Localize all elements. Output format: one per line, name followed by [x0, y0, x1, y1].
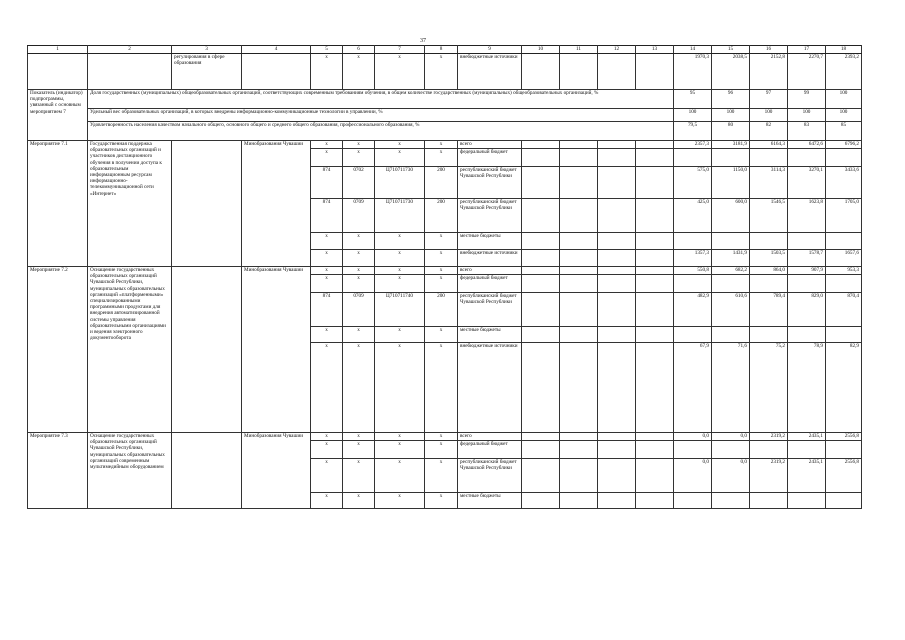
column-number-7: 7 — [375, 46, 425, 54]
code-expense-group-cell: x — [425, 327, 458, 343]
measure-executor-cell: Минобразования Чувашии — [242, 433, 311, 509]
column-number-13: 13 — [636, 46, 674, 54]
year-col-10-cell — [522, 199, 560, 233]
year-col-13-cell — [636, 327, 674, 343]
year-col-11-cell — [560, 141, 598, 149]
code-grbs-cell: x — [311, 54, 343, 90]
amount-v17-cell: 3270,1 — [788, 167, 826, 199]
code-expense-group-cell: x — [425, 233, 458, 250]
code-grbs-cell: x — [311, 441, 343, 459]
column-number-15: 15 — [712, 46, 750, 54]
indicator-v16-cell: 82 — [750, 122, 788, 141]
indicator-v15-cell: 80 — [712, 122, 750, 141]
funding-source-cell: всего — [458, 267, 522, 275]
code-expense-group-cell: x — [425, 141, 458, 149]
code-section-cell: x — [343, 493, 375, 509]
code-expense-group-cell: x — [425, 149, 458, 167]
year-col-12-cell — [598, 293, 636, 327]
year-col-13-cell — [636, 293, 674, 327]
code-grbs-cell: x — [311, 433, 343, 441]
indicator-v17-cell: 99 — [788, 90, 826, 109]
amount-v17-cell — [788, 233, 826, 250]
year-col-13-cell — [636, 275, 674, 293]
code-expense-group-cell: 200 — [425, 199, 458, 233]
year-col-11-cell — [560, 199, 598, 233]
amount-v18-cell: 2393,2 — [826, 54, 862, 90]
code-section-cell: x — [343, 441, 375, 459]
year-col-13-cell — [636, 54, 674, 90]
amount-v15-cell: 0,0 — [712, 459, 750, 493]
amount-v18-cell — [826, 441, 862, 459]
year-col-13-cell — [636, 250, 674, 267]
measure-label-cell: Мероприятие 7.2 — [28, 267, 88, 433]
year-col-11-cell — [560, 343, 598, 433]
column-number-10: 10 — [522, 46, 560, 54]
indicator-v17-cell: 100 — [788, 109, 826, 122]
funding-source-cell: внебюджетные источники — [458, 250, 522, 267]
amount-v14-cell — [674, 441, 712, 459]
measure-label-cell: Мероприятие 7.1 — [28, 141, 88, 267]
column-number-8: 8 — [425, 46, 458, 54]
measure-blank-cell — [172, 267, 242, 433]
amount-v15-cell: 2038,5 — [712, 54, 750, 90]
code-grbs-cell: x — [311, 327, 343, 343]
code-section-cell: x — [343, 54, 375, 90]
code-section-cell: x — [343, 267, 375, 275]
year-col-10-cell — [522, 54, 560, 90]
amount-v15-cell — [712, 327, 750, 343]
amount-v16-cell — [750, 493, 788, 509]
financing-table — [27, 45, 862, 509]
amount-v16-cell: 6164,3 — [750, 141, 788, 149]
amount-v16-cell: 789,4 — [750, 293, 788, 327]
amount-v16-cell: 75,2 — [750, 343, 788, 433]
year-col-13-cell — [636, 343, 674, 433]
column-number-17: 17 — [788, 46, 826, 54]
indicator-v18-cell: 85 — [826, 122, 862, 141]
program-label-cell — [28, 54, 88, 90]
column-number-2: 2 — [88, 46, 172, 54]
year-col-10-cell — [522, 433, 560, 441]
amount-v15-cell: 682,2 — [712, 267, 750, 275]
amount-v18-cell: 82,9 — [826, 343, 862, 433]
table-row — [28, 54, 862, 90]
indicator-v14-cell: 100 — [674, 109, 712, 122]
code-section-cell: x — [343, 459, 375, 493]
code-expense-group-cell: x — [425, 250, 458, 267]
code-expense-group-cell: 200 — [425, 167, 458, 199]
amount-v15-cell: 1431,9 — [712, 250, 750, 267]
year-col-11-cell — [560, 459, 598, 493]
code-grbs-cell: x — [311, 233, 343, 250]
year-col-13-cell — [636, 433, 674, 441]
year-col-11-cell — [560, 167, 598, 199]
amount-v17-cell: 78,9 — [788, 343, 826, 433]
column-number-18: 18 — [826, 46, 862, 54]
code-section-cell: x — [343, 250, 375, 267]
amount-v16-cell: 3114,3 — [750, 167, 788, 199]
year-col-11-cell — [560, 267, 598, 275]
amount-v18-cell: 3433,6 — [826, 167, 862, 199]
measure-name-cell: Оснащение государственных образовательных организаций Чувашской Республики, муниципальных образовательных организаций «платформенными» специализированными программными продуктами для внедрения автоматизированной системы управления образовательными организациями и ведения электронного документооборота — [88, 267, 172, 433]
amount-v15-cell — [712, 149, 750, 167]
year-col-12-cell — [598, 275, 636, 293]
amount-v14-cell: 0,0 — [674, 433, 712, 441]
measure-blank-cell — [172, 433, 242, 509]
code-target-article-cell: x — [375, 343, 425, 433]
funding-source-cell: республиканский бюджет Чувашской Республики — [458, 293, 522, 327]
code-grbs-cell: x — [311, 275, 343, 293]
indicator-v15-cell: 100 — [712, 109, 750, 122]
funding-source-cell: всего — [458, 433, 522, 441]
amount-v15-cell: 1150,0 — [712, 167, 750, 199]
funding-source-cell: федеральный бюджет — [458, 441, 522, 459]
amount-v16-cell: 1546,5 — [750, 199, 788, 233]
executor-cell — [242, 54, 311, 90]
table-row — [28, 122, 862, 141]
code-expense-group-cell: x — [425, 267, 458, 275]
indicator-text-cell: Удовлетворенность населения качеством начального общего, основного общего и среднего общего образования, профессионального образования, % — [88, 122, 674, 141]
amount-v14-cell: 0,0 — [674, 459, 712, 493]
amount-v17-cell — [788, 275, 826, 293]
year-col-11-cell — [560, 233, 598, 250]
year-col-13-cell — [636, 493, 674, 509]
year-col-13-cell — [636, 233, 674, 250]
year-col-11-cell — [560, 433, 598, 441]
amount-v15-cell — [712, 441, 750, 459]
amount-v17-cell: 1578,7 — [788, 250, 826, 267]
amount-v17-cell: 6472,6 — [788, 141, 826, 149]
column-number-9: 9 — [458, 46, 522, 54]
table-body — [28, 46, 862, 509]
year-col-12-cell — [598, 54, 636, 90]
funding-source-cell: республиканский бюджет Чувашской Республики — [458, 459, 522, 493]
code-grbs-cell: x — [311, 141, 343, 149]
code-expense-group-cell: x — [425, 343, 458, 433]
code-expense-group-cell: 200 — [425, 293, 458, 327]
code-grbs-cell: 874 — [311, 293, 343, 327]
code-section-cell: x — [343, 343, 375, 433]
year-col-13-cell — [636, 141, 674, 149]
amount-v14-cell — [674, 493, 712, 509]
code-section-cell: x — [343, 327, 375, 343]
year-col-10-cell — [522, 250, 560, 267]
amount-v18-cell: 2556,8 — [826, 433, 862, 441]
year-col-11-cell — [560, 293, 598, 327]
amount-v14-cell — [674, 327, 712, 343]
code-target-article-cell: x — [375, 250, 425, 267]
indicator-text-cell: Доля государственных (муниципальных) общеобразовательных организаций, соответствующих современным требованиям обучения, в общем количестве государственных (муниципальных) общеобразовательных организаций, % — [88, 90, 674, 109]
amount-v17-cell — [788, 149, 826, 167]
year-col-12-cell — [598, 233, 636, 250]
indicator-v18-cell: 100 — [826, 90, 862, 109]
code-grbs-cell: x — [311, 459, 343, 493]
funding-source-cell: местные бюджеты — [458, 327, 522, 343]
amount-v18-cell: 1657,6 — [826, 250, 862, 267]
amount-v18-cell: 953,3 — [826, 267, 862, 275]
year-col-12-cell — [598, 149, 636, 167]
year-col-11-cell — [560, 493, 598, 509]
year-col-10-cell — [522, 441, 560, 459]
amount-v18-cell — [826, 327, 862, 343]
code-target-article-cell: x — [375, 459, 425, 493]
amount-v15-cell: 610,6 — [712, 293, 750, 327]
funding-source-cell: внебюджетные источники — [458, 343, 522, 433]
year-col-12-cell — [598, 199, 636, 233]
code-grbs-cell: x — [311, 267, 343, 275]
measure-label-cell: Мероприятие 7.3 — [28, 433, 88, 509]
amount-v18-cell: 2556,8 — [826, 459, 862, 493]
code-target-article-cell: x — [375, 54, 425, 90]
amount-v14-cell: 425,0 — [674, 199, 712, 233]
year-col-12-cell — [598, 493, 636, 509]
year-col-10-cell — [522, 493, 560, 509]
amount-v15-cell — [712, 275, 750, 293]
amount-v17-cell: 2435,1 — [788, 459, 826, 493]
year-col-13-cell — [636, 267, 674, 275]
amount-v15-cell: 71,6 — [712, 343, 750, 433]
year-col-11-cell — [560, 250, 598, 267]
program-name-cell — [88, 54, 172, 90]
code-expense-group-cell: x — [425, 493, 458, 509]
year-col-11-cell — [560, 441, 598, 459]
funding-source-cell: федеральный бюджет — [458, 149, 522, 167]
code-section-cell: x — [343, 141, 375, 149]
amount-v14-cell: 550,8 — [674, 267, 712, 275]
code-section-cell: x — [343, 149, 375, 167]
year-col-13-cell — [636, 459, 674, 493]
year-col-12-cell — [598, 141, 636, 149]
code-target-article-cell: x — [375, 141, 425, 149]
code-target-article-cell: x — [375, 149, 425, 167]
year-col-10-cell — [522, 459, 560, 493]
year-col-13-cell — [636, 167, 674, 199]
amount-v16-cell: 2152,8 — [750, 54, 788, 90]
column-number-row — [28, 46, 862, 54]
code-target-article-cell: Ц710711730 — [375, 199, 425, 233]
column-number-4: 4 — [242, 46, 311, 54]
amount-v18-cell — [826, 149, 862, 167]
column-number-16: 16 — [750, 46, 788, 54]
indicator-v17-cell: 83 — [788, 122, 826, 141]
amount-v16-cell — [750, 149, 788, 167]
responsible-cell: регулирования в сфере образования — [172, 54, 242, 90]
amount-v16-cell: 1503,5 — [750, 250, 788, 267]
page-number: 37 — [420, 38, 426, 44]
funding-source-cell: всего — [458, 141, 522, 149]
year-col-11-cell — [560, 275, 598, 293]
indicator-v18-cell: 100 — [826, 109, 862, 122]
amount-v16-cell: 2319,2 — [750, 433, 788, 441]
table-row — [28, 90, 862, 109]
amount-v18-cell — [826, 233, 862, 250]
code-target-article-cell: x — [375, 493, 425, 509]
measure-executor-cell: Минобразования Чувашии — [242, 141, 311, 267]
year-col-10-cell — [522, 267, 560, 275]
code-grbs-cell: x — [311, 149, 343, 167]
column-number-1: 1 — [28, 46, 88, 54]
year-col-12-cell — [598, 459, 636, 493]
code-expense-group-cell: x — [425, 54, 458, 90]
year-col-10-cell — [522, 141, 560, 149]
measure-name-cell: Государственная поддержка образовательных организаций и участников дистанционного обучения в получении доступа к образовательным информационным ресурсам информационно-телекоммуникационной сети «Интернет» — [88, 141, 172, 267]
funding-source-cell: местные бюджеты — [458, 233, 522, 250]
code-target-article-cell: x — [375, 433, 425, 441]
amount-v14-cell: 67,9 — [674, 343, 712, 433]
funding-source-cell: республиканский бюджет Чувашской Республики — [458, 167, 522, 199]
amount-v16-cell: 864,0 — [750, 267, 788, 275]
code-target-article-cell: x — [375, 441, 425, 459]
code-section-cell: 0702 — [343, 167, 375, 199]
year-col-11-cell — [560, 327, 598, 343]
indicator-v14-cell: 79,5 — [674, 122, 712, 141]
indicator-v16-cell: 100 — [750, 109, 788, 122]
amount-v14-cell: 1970,3 — [674, 54, 712, 90]
year-col-10-cell — [522, 327, 560, 343]
code-section-cell: x — [343, 275, 375, 293]
year-col-12-cell — [598, 441, 636, 459]
measure-blank-cell — [172, 141, 242, 267]
amount-v14-cell: 575,0 — [674, 167, 712, 199]
column-number-3: 3 — [172, 46, 242, 54]
column-number-11: 11 — [560, 46, 598, 54]
amount-v16-cell — [750, 275, 788, 293]
code-grbs-cell: x — [311, 250, 343, 267]
amount-v16-cell — [750, 233, 788, 250]
indicator-label-cell: Показатель (индикатор) подпрограммы, увязанный с основным мероприятием 7 — [28, 90, 88, 141]
amount-v17-cell: 1623,8 — [788, 199, 826, 233]
code-section-cell: 0709 — [343, 293, 375, 327]
amount-v14-cell: 2357,3 — [674, 141, 712, 149]
year-col-10-cell — [522, 149, 560, 167]
amount-v14-cell — [674, 275, 712, 293]
year-col-10-cell — [522, 233, 560, 250]
year-col-12-cell — [598, 343, 636, 433]
amount-v17-cell — [788, 327, 826, 343]
year-col-13-cell — [636, 199, 674, 233]
amount-v18-cell — [826, 493, 862, 509]
code-expense-group-cell: x — [425, 441, 458, 459]
year-col-12-cell — [598, 267, 636, 275]
year-col-12-cell — [598, 167, 636, 199]
amount-v14-cell: 1357,3 — [674, 250, 712, 267]
measure-executor-cell: Минобразования Чувашии — [242, 267, 311, 433]
measure-name-cell: Оснащение государственных образовательных организаций Чувашской Республики, муниципальных образовательных организаций современным мультимедийным оборудованием — [88, 433, 172, 509]
funding-source-cell: федеральный бюджет — [458, 275, 522, 293]
code-target-article-cell: Ц710711730 — [375, 167, 425, 199]
code-section-cell: x — [343, 233, 375, 250]
amount-v18-cell — [826, 275, 862, 293]
code-section-cell: x — [343, 433, 375, 441]
code-grbs-cell: x — [311, 493, 343, 509]
code-target-article-cell: x — [375, 233, 425, 250]
funding-source-cell: внебюджетные источники — [458, 54, 522, 90]
code-target-article-cell: Ц710711740 — [375, 293, 425, 327]
amount-v15-cell — [712, 233, 750, 250]
amount-v17-cell: 2270,7 — [788, 54, 826, 90]
amount-v15-cell: 0,0 — [712, 433, 750, 441]
year-col-10-cell — [522, 293, 560, 327]
year-col-12-cell — [598, 250, 636, 267]
year-col-11-cell — [560, 54, 598, 90]
code-target-article-cell: x — [375, 275, 425, 293]
code-grbs-cell: 874 — [311, 167, 343, 199]
table-row — [28, 433, 862, 441]
amount-v14-cell: 482,9 — [674, 293, 712, 327]
amount-v18-cell: 870,4 — [826, 293, 862, 327]
code-target-article-cell: x — [375, 327, 425, 343]
amount-v18-cell: 6796,2 — [826, 141, 862, 149]
amount-v15-cell — [712, 493, 750, 509]
amount-v17-cell: 2435,1 — [788, 433, 826, 441]
year-col-10-cell — [522, 343, 560, 433]
indicator-v16-cell: 97 — [750, 90, 788, 109]
year-col-10-cell — [522, 275, 560, 293]
amount-v17-cell — [788, 493, 826, 509]
year-col-10-cell — [522, 167, 560, 199]
amount-v17-cell — [788, 441, 826, 459]
code-grbs-cell: 874 — [311, 199, 343, 233]
code-grbs-cell: x — [311, 343, 343, 433]
code-expense-group-cell: x — [425, 433, 458, 441]
amount-v14-cell — [674, 233, 712, 250]
column-number-14: 14 — [674, 46, 712, 54]
indicator-v15-cell: 96 — [712, 90, 750, 109]
funding-source-cell: республиканский бюджет Чувашской Республики — [458, 199, 522, 233]
funding-source-cell: местные бюджеты — [458, 493, 522, 509]
column-number-5: 5 — [311, 46, 343, 54]
amount-v16-cell — [750, 327, 788, 343]
indicator-text-cell: Удельный вес образовательных организаций, в которых внедрены информационно-коммуникационные технологии в управлении, % — [88, 109, 674, 122]
code-expense-group-cell: x — [425, 459, 458, 493]
year-col-12-cell — [598, 433, 636, 441]
amount-v15-cell: 3181,9 — [712, 141, 750, 149]
code-target-article-cell: x — [375, 267, 425, 275]
amount-v17-cell: 829,0 — [788, 293, 826, 327]
code-expense-group-cell: x — [425, 275, 458, 293]
amount-v14-cell — [674, 149, 712, 167]
indicator-v14-cell: 95 — [674, 90, 712, 109]
year-col-13-cell — [636, 149, 674, 167]
year-col-13-cell — [636, 441, 674, 459]
amount-v17-cell: 907,9 — [788, 267, 826, 275]
table-row — [28, 109, 862, 122]
amount-v16-cell: 2319,2 — [750, 459, 788, 493]
table-row — [28, 141, 862, 149]
amount-v15-cell: 600,0 — [712, 199, 750, 233]
amount-v16-cell — [750, 441, 788, 459]
code-section-cell: 0709 — [343, 199, 375, 233]
amount-v18-cell: 1705,0 — [826, 199, 862, 233]
year-col-12-cell — [598, 327, 636, 343]
year-col-11-cell — [560, 149, 598, 167]
column-number-12: 12 — [598, 46, 636, 54]
column-number-6: 6 — [343, 46, 375, 54]
table-row — [28, 267, 862, 275]
